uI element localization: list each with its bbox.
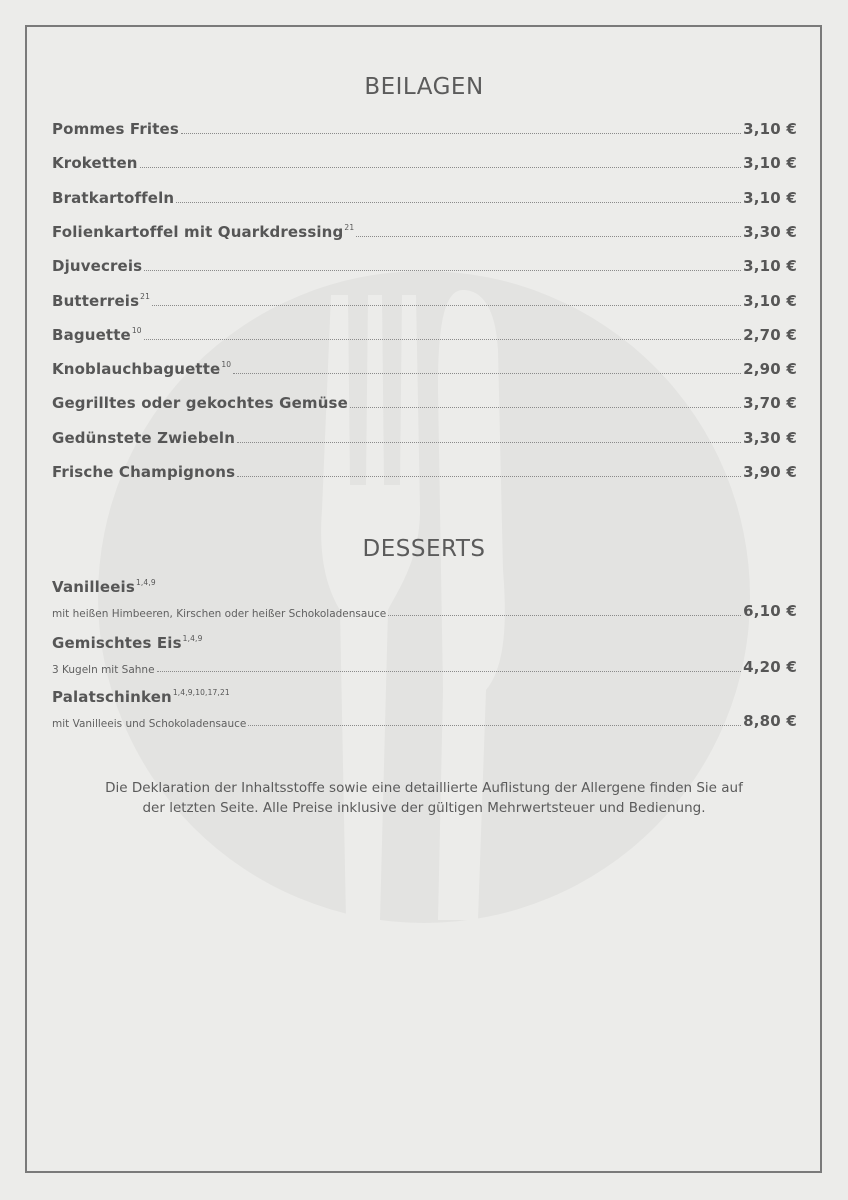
menu-item [52, 390, 797, 412]
menu-item-name [52, 257, 142, 275]
menu-item [52, 288, 797, 310]
menu-item-name-text: Frische Champignons [52, 463, 236, 481]
dotted-leader [140, 167, 742, 168]
menu-item [52, 185, 797, 207]
menu-item-name [52, 154, 138, 172]
dessert-name [52, 688, 230, 706]
dessert-detail-row [52, 656, 797, 676]
menu-item [52, 459, 797, 481]
menu-item [52, 150, 797, 172]
menu-item-name [52, 223, 354, 241]
dessert-detail-row [52, 710, 797, 730]
dotted-leader [248, 725, 741, 726]
menu-item [52, 425, 797, 447]
footnote-line-2: der letzten Seite. Alle Preise inklusive der gültigen Mehrwertsteuer und Bedienung. [142, 800, 706, 816]
menu-item [52, 253, 797, 275]
menu-item-name [52, 120, 179, 138]
dessert-name-text: Vanilleeis [52, 578, 135, 596]
menu-item [52, 322, 797, 344]
menu-item-name-text: Djuvecreis [52, 257, 143, 276]
menu-item-name [52, 360, 231, 378]
menu-item-name-text: Bratkartoffeln [52, 188, 175, 207]
menu-item-price: 3,10 € [743, 154, 797, 173]
allergen-codes: 10 [131, 325, 142, 335]
menu-item [52, 356, 797, 378]
footnote-line-1: Die Deklaration der Inhaltsstoffe sowie eine detaillierte Auflistung der Allergene finden Sie auf [105, 780, 743, 796]
menu-item-price: 3,10 € [743, 120, 797, 138]
dessert-description: mit Vanilleeis und Schokoladensauce [52, 718, 247, 730]
menu-item-name [52, 394, 348, 412]
dotted-leader [233, 373, 741, 374]
allergen-codes: 21 [344, 222, 355, 232]
menu-item-price: 3,30 € [743, 428, 797, 447]
menu-item [52, 116, 797, 138]
dotted-leader [237, 442, 741, 443]
menu-item-price: 3,10 € [743, 188, 797, 207]
menu-item-name [52, 429, 235, 447]
menu-item-name [52, 292, 150, 310]
dotted-leader [181, 133, 741, 134]
menu-item-name-text: Gegrilltes oder gekochtes Gemüse [52, 394, 348, 413]
menu-item-price: 3,10 € [743, 291, 797, 310]
allergen-codes: 21 [140, 291, 151, 301]
menu-item-name-text: Gedünstete Zwiebeln [52, 428, 236, 447]
menu-item-name [52, 189, 174, 207]
dotted-leader [157, 671, 742, 672]
dessert-name-text: Gemischtes Eis [52, 634, 182, 652]
dotted-leader [144, 270, 741, 271]
menu-item-price: 2,70 € [743, 325, 797, 344]
menu-item-price: 2,90 € [743, 360, 797, 379]
dotted-leader [356, 236, 741, 237]
menu-item-name-text: Butterreis [52, 291, 140, 310]
menu-item-price: 3,10 € [743, 257, 797, 276]
dotted-leader [144, 339, 741, 340]
allergen-codes: 1,4,9,10,17,21 [172, 688, 230, 697]
dessert-price: 8,80 € [743, 712, 797, 730]
dotted-leader [388, 615, 741, 616]
dessert-name [52, 634, 203, 652]
dessert-name-text: Palatschinken [52, 688, 172, 706]
menu-item-name-text: Folienkartoffel mit Quarkdressing [52, 222, 344, 241]
menu-item-name-text: Knoblauchbaguette [52, 360, 221, 379]
dessert-price: 6,10 € [743, 602, 797, 620]
dessert-price: 4,20 € [743, 658, 797, 676]
menu-item-name-text: Pommes Frites [52, 120, 179, 138]
section-title-desserts: DESSERTS [362, 536, 486, 562]
allergen-codes: 1,4,9 [135, 578, 156, 587]
dessert-description: mit heißen Himbeeren, Kirschen oder heißer Schokoladensauce [52, 608, 387, 620]
section-title-beilagen: BEILAGEN [364, 74, 484, 100]
menu-item-name-text: Kroketten [52, 154, 138, 173]
allergen-codes: 10 [221, 360, 232, 370]
menu-item-price: 3,70 € [743, 394, 797, 413]
menu-item-price: 3,30 € [743, 222, 797, 241]
allergen-footnote [50, 778, 798, 818]
allergen-codes: 1,4,9 [182, 634, 203, 643]
menu-item-name [52, 326, 142, 344]
dotted-leader [152, 305, 741, 306]
dotted-leader [237, 476, 741, 477]
menu-item [52, 219, 797, 241]
dotted-leader [176, 202, 741, 203]
dessert-detail-row [52, 600, 797, 620]
dessert-description: 3 Kugeln mit Sahne [52, 664, 155, 676]
dotted-leader [350, 407, 741, 408]
menu-item-price: 3,90 € [743, 463, 797, 481]
menu-item-name [52, 463, 235, 481]
dessert-name [52, 578, 156, 596]
menu-item-name-text: Baguette [52, 325, 131, 344]
